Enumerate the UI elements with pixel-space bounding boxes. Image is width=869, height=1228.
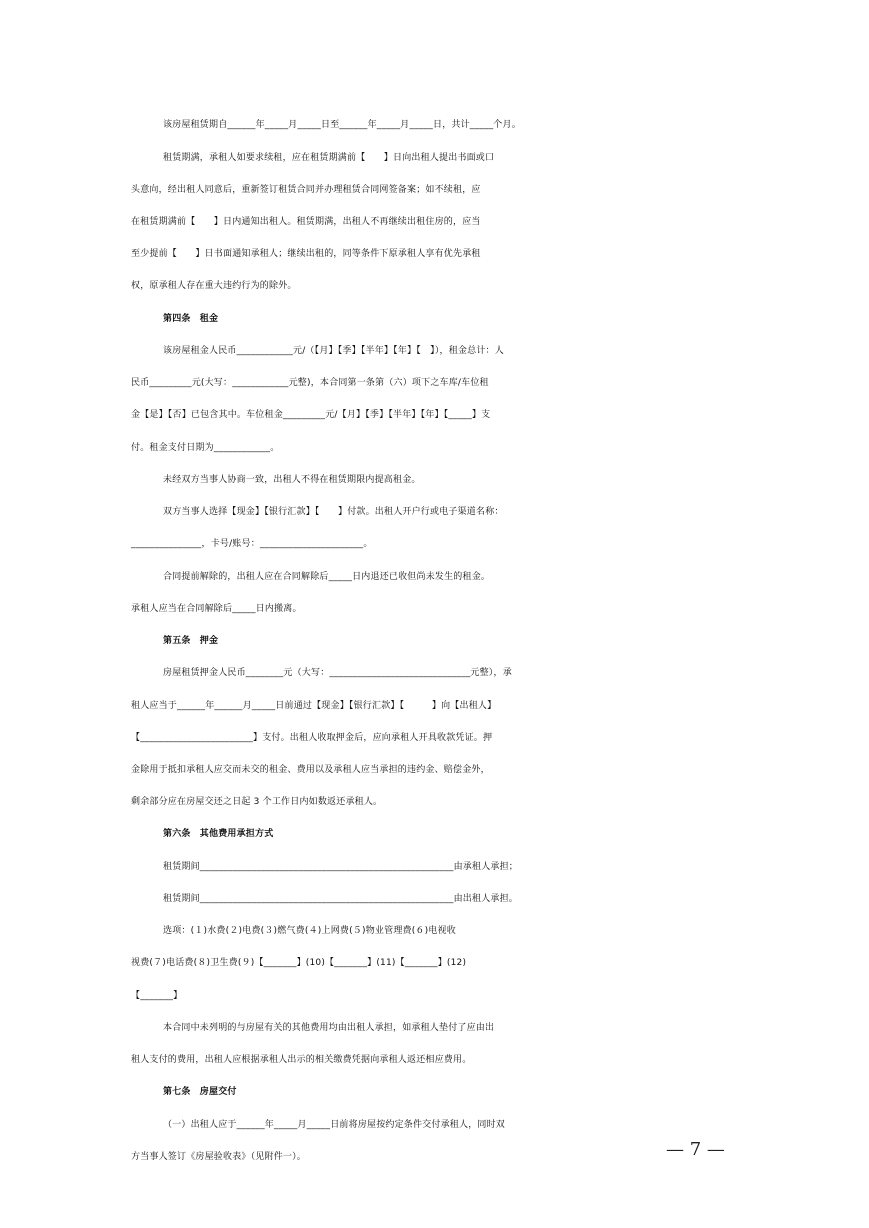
text-line: 该房屋租金人民币____________元/（【月】【季】【半年】【年】【 】），租金总计：人	[163, 346, 504, 356]
page-number: — 7 —	[666, 1139, 725, 1160]
text-line: 选项：(１)水费(２)电费(３)燃气费(４)上网费(５)物业管理费(６)电视收	[163, 926, 456, 936]
text-line: （一）出租人应于______年_____月_____日前将房屋按约定条件交付承租人，同时双	[163, 1120, 506, 1130]
text-line: 租人应当于______年______月_____日前通过【现金】【银行汇款】【 】向【出租人】	[131, 701, 497, 711]
article-6-heading: 第六条 其他费用承担方式	[163, 829, 274, 839]
text-line: 【________________________】支付。出租人收取押金后，应向承租人开具收款凭证。押	[131, 733, 493, 743]
text-line: 金除用于抵扣承租人应交而未交的租金、费用以及承租人应当承担的违约金、赔偿金外，	[131, 765, 490, 775]
text-line: 民币_________元(大写：____________元整)，本合同第一条第（六）项下之车库/车位租	[131, 378, 489, 388]
article-5-heading: 第五条 押金	[163, 636, 219, 646]
text-line: 未经双方当事人协商一致，出租人不得在租赁期限内提高租金。	[163, 475, 421, 485]
text-line: 【_______】	[131, 991, 183, 1001]
text-line: 租赁期间______________________________________________________由承租人承担；	[163, 862, 519, 872]
text-line: 权，原承租人存在重大违约行为的除外。	[131, 281, 297, 291]
text-line: 双方当事人选择【现金】【银行汇款】【 】付款。出租人开户行或电子渠道名称：	[163, 507, 504, 517]
text-line: 承租人应当在合同解除后_____日内搬离。	[131, 604, 302, 614]
text-line: 头意向，经出租人同意后，重新签订租赁合同并办理租赁合同网签备案；如不续租，应	[131, 185, 481, 195]
text-line: 金【是】【否】已包含其中。车位租金_________元/【月】【季】【半年】【年】【_____】支	[131, 410, 491, 420]
text-line: _______________，卡号/账号：______________________。	[131, 539, 373, 549]
text-line: 租赁期间______________________________________________________由出租人承担。	[163, 894, 519, 904]
article-7-heading: 第七条 房屋交付	[163, 1087, 237, 1097]
text-line: 本合同中未列明的与房屋有关的其他费用均由出租人承担，如承租人垫付了应由出	[163, 1023, 495, 1033]
text-line: 房屋租赁押金人民币________元（大写：______________________________元整），承	[163, 668, 512, 678]
article-4-heading: 第四条 租金	[163, 314, 219, 324]
text-line: 该房屋租赁期自______年_____月_____日至______年_____月_____日，共计_____个月。	[163, 120, 521, 130]
text-line: 租赁期满，承租人如要求续租，应在租赁期满前【 】日向出租人提出书面或口	[163, 153, 495, 163]
text-line: 剩余部分应在房屋交还之日起 3 个工作日内如数返还承租人。	[131, 797, 383, 807]
text-line: 视费(７)电话费(８)卫生费(９)【_______】(10)【_______】(11)【_______】(12)	[131, 958, 467, 968]
text-line: 租人支付的费用，出租人应根据承租人出示的相关缴费凭据向承租人返还相应费用。	[131, 1055, 472, 1065]
text-line: 合同提前解除的，出租人应在合同解除后_____日内退还已收但尚未发生的租金。	[163, 572, 491, 582]
text-line: 方当事人签订《房屋验收表》（见附件一）。	[131, 1152, 307, 1162]
text-line: 付。租金支付日期为____________。	[131, 443, 280, 453]
text-line: 至少提前【 】日书面通知承租人；继续出租的，同等条件下原承租人享有优先承租	[131, 249, 481, 259]
text-line: 在租赁期满前【 】日内通知出租人。租赁期满，出租人不再继续出租住房的，应当	[131, 217, 481, 227]
